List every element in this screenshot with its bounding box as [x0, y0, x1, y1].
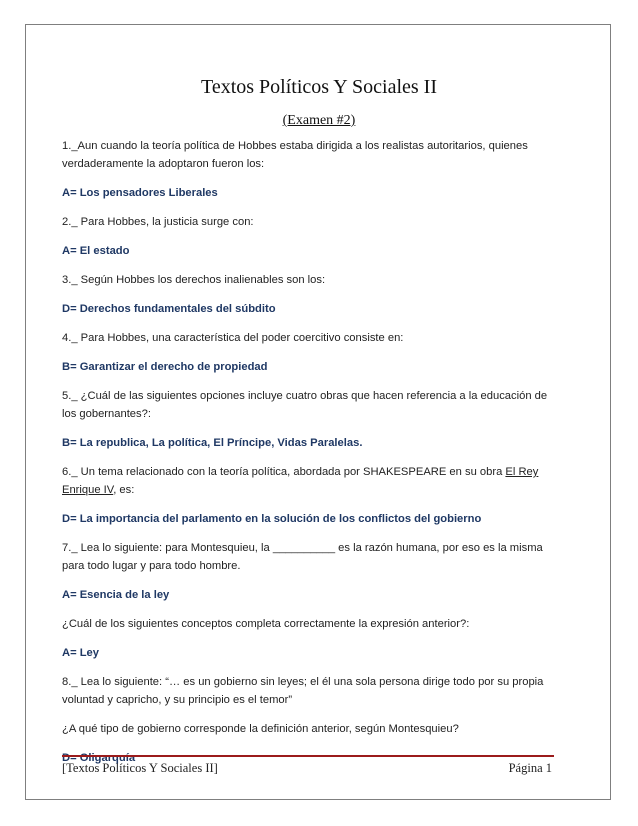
answer-2: A= El estado — [62, 245, 130, 257]
work-title-link: El Rey Enrique IV — [62, 466, 539, 496]
answer-7b: A= Ley — [62, 647, 99, 659]
question-6-text: 6._ Un tema relacionado con la teoría política, abordada por SHAKESPEARE en su obra — [62, 466, 506, 478]
question-8b: ¿A qué tipo de gobierno corresponde la definición anterior, según Montesquieu? — [62, 723, 459, 735]
question-3: 3._ Según Hobbes los derechos inalienables son los: — [62, 274, 326, 286]
question-6-tail: , es: — [113, 484, 135, 496]
question-4: 4._ Para Hobbes, una característica del poder coercitivo consiste en: — [62, 332, 404, 344]
question-8: 8._ Lea lo siguiente: “… es un gobierno sin leyes; el él una sola persona dirige todo por su propia voluntad y capricho, y su principio es el temor” — [62, 676, 544, 706]
answer-4: B= Garantizar el derecho de propiedad — [62, 361, 268, 373]
question-7: 7._ Lea lo siguiente: para Montesquieu, la __________ es la razón humana, por eso es la misma para todo lugar y para todo hombre. — [62, 542, 543, 572]
question-7b: ¿Cuál de los siguientes conceptos completa correctamente la expresión anterior?: — [62, 618, 470, 630]
question-6 — [62, 463, 554, 499]
question-2: 2._ Para Hobbes, la justicia surge con: — [62, 216, 254, 228]
question-5: 5._ ¿Cuál de las siguientes opciones incluye cuatro obras que hacen referencia a la educación de los gobernantes?: — [62, 390, 548, 420]
footer-title: [Textos Políticos Y Sociales II] — [62, 761, 218, 775]
answer-7: A= Esencia de la ley — [62, 589, 170, 601]
footer-rule — [62, 755, 554, 757]
answer-8: D= Oligarquía — [62, 752, 136, 764]
answer-6: D= La importancia del parlamento en la solución de los conflictos del gobierno — [62, 513, 482, 525]
answer-5: B= La republica, La política, El Príncipe, Vidas Paralelas. — [62, 437, 363, 449]
document-subtitle: (Examen #2) — [282, 113, 356, 128]
exam-content — [62, 137, 554, 778]
page-number: Página 1 — [508, 761, 552, 775]
answer-1: A= Los pensadores Liberales — [62, 187, 218, 199]
answer-3: D= Derechos fundamentales del súbdito — [62, 303, 276, 315]
question-1: 1._Aun cuando la teoría política de Hobbes estaba dirigida a los realistas autoritarios, quienes verdaderamente la adoptaron fueron los: — [62, 140, 528, 170]
document-title: Textos Políticos Y Sociales II — [201, 76, 437, 98]
